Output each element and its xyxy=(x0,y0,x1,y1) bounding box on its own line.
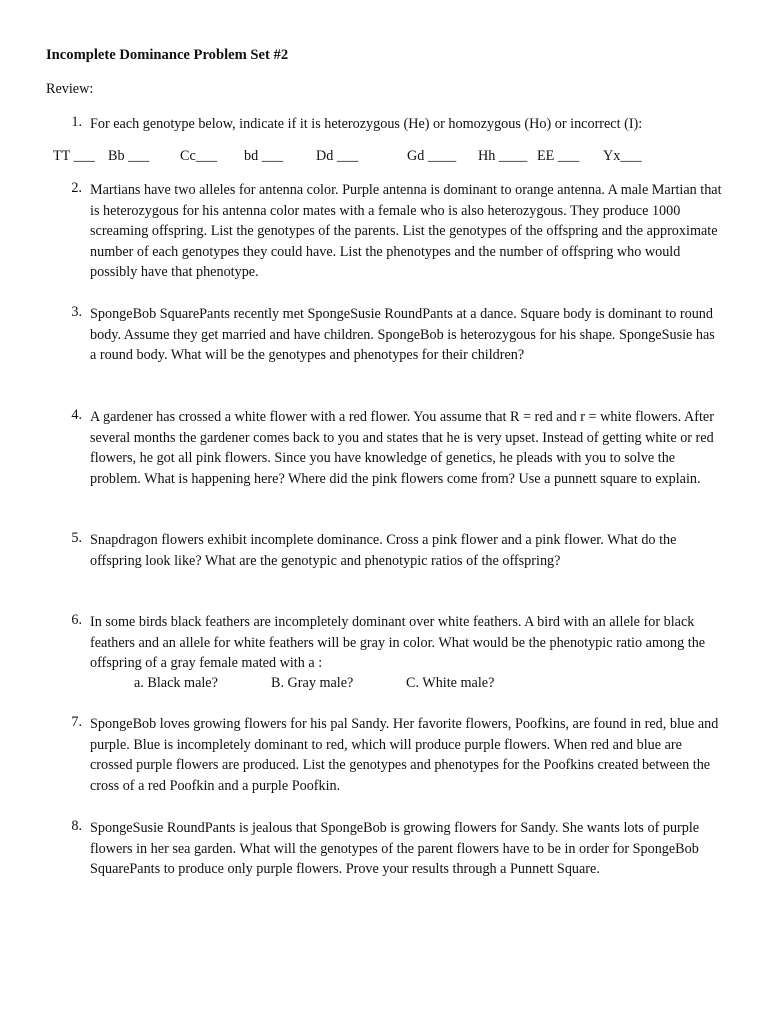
question-number: 1. xyxy=(71,114,82,130)
genotype-item: Yx___ xyxy=(603,148,642,164)
question-text: In some birds black feathers are incompletely dominant over white feathers. A bird with an allele for black feathers and an allele for white feathers will be gray in color. What would be the phenotypic ratio among the offspring of a gray female mated with a : xyxy=(90,614,706,672)
genotype-item: Bb ___ xyxy=(108,148,150,164)
question-number: 6. xyxy=(71,612,82,628)
page-title: Incomplete Dominance Problem Set #2 xyxy=(46,47,289,63)
genotype-item: Cc___ xyxy=(180,148,218,164)
question-text: Snapdragon flowers exhibit incomplete dominance. Cross a pink flower and a pink flower. What do the offspring look like? What are the genotypic and phenotypic ratios of the offspring? xyxy=(90,532,677,569)
choice-black-male: a. Black male? xyxy=(134,675,218,691)
review-label: Review: xyxy=(46,81,94,97)
question-text: SpongeBob loves growing flowers for his pal Sandy. Her favorite flowers, Poofkins, are found in red, blue and purple. Blue is incompletely dominant to red, which will produce purple flowers. When red and blue are crossed purple flowers are produced. List the genotypes and phenotypes for the Poofkins created between the cross of a red Poofkin and a purple Poofkin. xyxy=(90,716,719,794)
question-text: A gardener has crossed a white flower with a red flower. You assume that R = red and r = white flowers. After several months the gardener comes back to you and states that he is very upset. Instead of getting white or red flowers, he got all pink flowers. Since you have knowledge of genetics, he pleads with you to solve the problem. What is happening here? Where did the pink flowers come from? Use a punnett square to explain. xyxy=(90,409,714,487)
question-text: SpongeBob SquarePants recently met SpongeSusie RoundPants at a dance. Square body is dominant to round body. Assume they get married and have children. SpongeBob is heterozygous for his shape. SpongeSusie has a round body. What will be the genotypes and phenotypes for their children? xyxy=(90,306,715,364)
question-number: 4. xyxy=(71,407,82,423)
question-number: 8. xyxy=(71,818,82,834)
choice-gray-male: B. Gray male? xyxy=(271,675,354,691)
genotype-item: Gd ____ xyxy=(407,148,457,164)
genotype-item: EE ___ xyxy=(537,148,580,164)
question-number: 3. xyxy=(71,304,82,320)
genotype-item: TT ___ xyxy=(53,148,95,164)
genotype-item: bd ___ xyxy=(244,148,284,164)
question-text: For each genotype below, indicate if it is heterozygous (He) or homozygous (Ho) or incorrect (I): xyxy=(90,116,643,132)
question-number: 2. xyxy=(71,180,82,196)
genotype-list xyxy=(0,148,768,168)
question-number: 5. xyxy=(71,530,82,546)
question-text: Martians have two alleles for antenna color. Purple antenna is dominant to orange antenna. A male Martian that is heterozygous for his antenna color mates with a female who is also heterozygous. They produce 1000 screaming offspring. List the genotypes of the parents. List the genotypes of the offspring and the approximate number of each genotypes they could have. List the phenotypes and the number of offspring who would possibly have that phenotype. xyxy=(90,182,722,281)
question-text: SpongeSusie RoundPants is jealous that SpongeBob is growing flowers for Sandy. She wants lots of purple flowers in her sea garden. What will the genotypes of the parent flowers have to be in order for SpongeBob SquarePants to produce only purple flowers. Prove your results through a Punnett Square. xyxy=(90,820,700,878)
question-6-choices xyxy=(134,675,634,695)
genotype-item: Dd ___ xyxy=(316,148,359,164)
question-number: 7. xyxy=(71,714,82,730)
genotype-item: Hh ____ xyxy=(478,148,528,164)
choice-white-male: C. White male? xyxy=(406,675,495,691)
